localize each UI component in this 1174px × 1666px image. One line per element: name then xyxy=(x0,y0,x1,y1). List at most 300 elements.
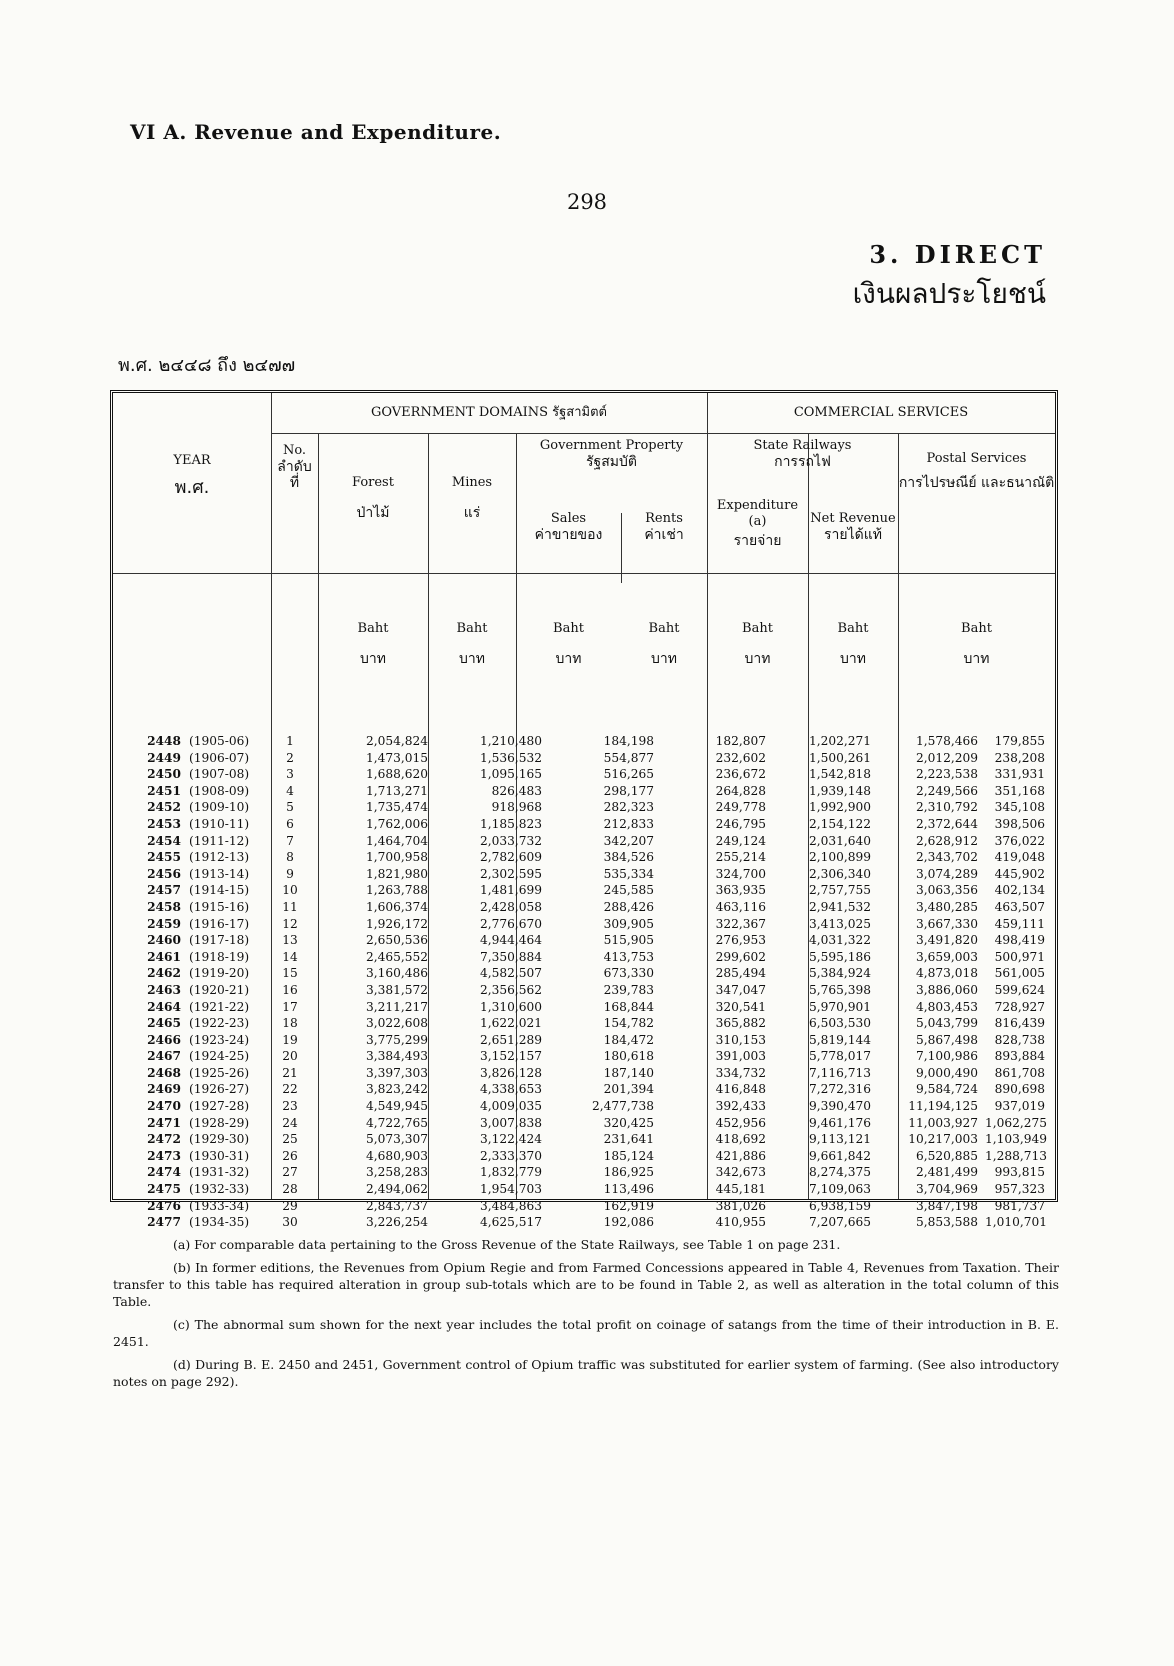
cell-exp: 6,938,159 xyxy=(808,1198,871,1213)
cell-exp: 5,595,186 xyxy=(808,949,871,964)
cell-rents: 285,494 xyxy=(715,966,766,981)
cell-exp: 1,500,261 xyxy=(808,750,871,765)
cell-sales: 245,585 xyxy=(603,883,654,898)
cell-sales: 231,641 xyxy=(603,1132,654,1147)
cell-exp: 2,941,532 xyxy=(808,899,871,914)
cell-sales: 342,207 xyxy=(603,833,654,848)
cell-be: 2462 xyxy=(147,966,181,981)
cell-rents: 264,828 xyxy=(715,783,766,798)
cell-be: 2476 xyxy=(147,1198,181,1213)
cell-be: 2448 xyxy=(147,734,181,748)
cell-forest: 1,735,474 xyxy=(365,800,428,815)
cell-be: 2449 xyxy=(147,750,181,765)
cell-be: 2474 xyxy=(147,1165,181,1180)
cell-mines: 1,536,532 xyxy=(479,750,542,765)
cell-ad: (1930-31) xyxy=(189,1148,250,1163)
cell-postal: 1,288,713 xyxy=(985,1148,1048,1163)
cell-exp: 5,778,017 xyxy=(808,1049,871,1064)
cell-rents: 392,433 xyxy=(715,1099,766,1114)
cell-forest: 1,713,271 xyxy=(365,783,428,798)
cell-net: 9,000,490 xyxy=(915,1065,978,1080)
header-mines-label: Mines xyxy=(451,475,493,490)
cell-ad: (1920-21) xyxy=(189,982,250,997)
cell-net: 3,667,330 xyxy=(915,916,978,931)
cell-forest: 3,160,486 xyxy=(365,966,428,981)
cell-no: 23 xyxy=(282,1099,298,1114)
cell-no: 6 xyxy=(286,816,294,831)
table-row xyxy=(113,833,1055,850)
cell-ad: (1927-28) xyxy=(189,1099,250,1114)
cell-postal: 728,927 xyxy=(994,999,1045,1014)
cell-no: 17 xyxy=(282,999,298,1014)
header-gov-property xyxy=(516,438,707,470)
table-row xyxy=(113,1098,1055,1115)
cell-be: 2472 xyxy=(147,1132,181,1147)
cell-mines: 2,333,370 xyxy=(479,1148,542,1163)
cell-sales: 413,753 xyxy=(603,949,654,964)
cell-rents: 246,795 xyxy=(715,816,766,831)
cell-no: 12 xyxy=(282,916,298,931)
header-sales-thai: ค่าขายของ xyxy=(534,526,603,543)
unit-label: Baht xyxy=(742,621,773,636)
cell-ad: (1931-32) xyxy=(189,1165,250,1180)
header-net-revenue-thai: รายได้แท้ xyxy=(824,526,882,543)
unit-label-thai: บาท xyxy=(459,651,485,667)
cell-be: 2452 xyxy=(147,800,181,815)
cell-rents: 182,807 xyxy=(715,734,766,748)
cell-net: 11,003,927 xyxy=(908,1115,978,1130)
cell-net: 2,310,792 xyxy=(915,800,978,815)
cell-exp: 5,819,144 xyxy=(808,1032,871,1047)
cell-no: 20 xyxy=(282,1049,298,1064)
cell-sales: 187,140 xyxy=(603,1065,654,1080)
cell-be: 2451 xyxy=(147,783,181,798)
cell-mines: 2,776,670 xyxy=(479,916,542,931)
cell-forest: 3,775,299 xyxy=(365,1032,428,1047)
cell-net: 5,853,588 xyxy=(915,1215,978,1230)
cell-exp: 9,390,470 xyxy=(808,1099,871,1114)
cell-sales: 201,394 xyxy=(603,1082,654,1097)
cell-be: 2477 xyxy=(147,1215,181,1230)
cell-sales: 515,905 xyxy=(603,933,654,948)
cell-postal: 500,971 xyxy=(994,949,1045,964)
cell-net: 2,343,702 xyxy=(915,850,978,865)
cell-no: 1 xyxy=(286,734,294,748)
header-net-revenue-label: Net Revenue xyxy=(810,511,896,526)
table-row xyxy=(113,949,1055,966)
cell-forest: 2,465,552 xyxy=(365,949,428,964)
section-heading: VI A. Revenue and Expenditure. xyxy=(130,120,502,144)
header-rents xyxy=(621,511,707,543)
table-thai-title: เงินผลประโยชน์ xyxy=(852,277,1046,310)
table-row xyxy=(113,1048,1055,1065)
cell-rents: 452,956 xyxy=(715,1115,766,1130)
unit-label-thai: บาท xyxy=(555,651,582,667)
unit-forest xyxy=(318,621,428,670)
cell-forest: 1,700,958 xyxy=(365,850,428,865)
cell-mines: 826,483 xyxy=(491,783,542,798)
cell-no: 2 xyxy=(286,750,294,765)
cell-forest: 3,258,283 xyxy=(365,1165,428,1180)
footnotes xyxy=(113,1236,1059,1396)
cell-sales: 168,844 xyxy=(603,999,654,1014)
cell-postal: 398,506 xyxy=(994,816,1045,831)
cell-no: 13 xyxy=(282,933,298,948)
cell-ad: (1922-23) xyxy=(189,1016,250,1031)
table-row xyxy=(113,1032,1055,1049)
header-forest-label: Forest xyxy=(352,475,394,490)
cell-be: 2460 xyxy=(147,933,181,948)
cell-net: 2,372,644 xyxy=(915,816,978,831)
cell-no: 30 xyxy=(282,1215,298,1230)
cell-sales: 673,330 xyxy=(603,966,654,981)
cell-rents: 416,848 xyxy=(715,1082,766,1097)
cell-postal: 937,019 xyxy=(994,1099,1045,1114)
cell-forest: 1,263,788 xyxy=(365,883,428,898)
cell-rents: 320,541 xyxy=(715,999,766,1014)
cell-net: 2,249,566 xyxy=(915,783,978,798)
cell-net: 3,847,198 xyxy=(915,1198,978,1213)
cell-exp: 5,384,924 xyxy=(808,966,871,981)
cell-be: 2469 xyxy=(147,1082,181,1097)
cell-no: 22 xyxy=(282,1082,298,1097)
cell-net: 3,704,969 xyxy=(915,1182,978,1197)
cell-no: 19 xyxy=(282,1032,298,1047)
cell-forest: 4,549,945 xyxy=(365,1099,428,1114)
cell-forest: 2,054,824 xyxy=(365,734,428,748)
cell-forest: 1,762,006 xyxy=(365,816,428,831)
year-range-thai: พ.ศ. ๒๔๔๘ ถึง ๒๔๗๗ xyxy=(118,355,296,376)
cell-rents: 249,124 xyxy=(715,833,766,848)
cell-sales: 239,783 xyxy=(603,982,654,997)
header-year xyxy=(113,453,271,498)
cell-forest: 5,073,307 xyxy=(365,1132,428,1147)
cell-mines: 1,210,480 xyxy=(479,734,542,748)
cell-rents: 334,732 xyxy=(715,1065,766,1080)
header-no-label: No. xyxy=(282,443,307,458)
cell-no: 25 xyxy=(282,1132,298,1147)
cell-ad: (1925-26) xyxy=(189,1065,250,1080)
cell-be: 2468 xyxy=(147,1065,181,1080)
cell-postal: 1,103,949 xyxy=(985,1132,1048,1147)
cell-forest: 1,464,704 xyxy=(365,833,428,848)
table-row xyxy=(113,766,1055,783)
cell-exp: 5,765,398 xyxy=(808,982,871,997)
header-sales xyxy=(516,511,621,543)
cell-forest: 1,473,015 xyxy=(365,750,428,765)
cell-forest: 2,494,062 xyxy=(365,1182,428,1197)
cell-exp: 7,109,063 xyxy=(808,1182,871,1197)
unit-label-thai: บาท xyxy=(744,651,771,667)
cell-forest: 1,926,172 xyxy=(365,916,428,931)
cell-sales: 554,877 xyxy=(603,750,654,765)
cell-be: 2470 xyxy=(147,1099,181,1114)
cell-exp: 1,202,271 xyxy=(808,734,871,748)
cell-no: 16 xyxy=(282,982,298,997)
header-railways-thai: การรถไฟ xyxy=(774,453,831,470)
cell-rents: 421,886 xyxy=(715,1148,766,1163)
header-railways xyxy=(707,438,898,470)
cell-sales: 282,323 xyxy=(603,800,654,815)
table-row xyxy=(113,849,1055,866)
cell-net: 11,194,125 xyxy=(908,1099,978,1114)
cell-mines: 4,944,464 xyxy=(479,933,542,948)
table-row xyxy=(113,799,1055,816)
cell-rents: 299,602 xyxy=(715,949,766,964)
cell-be: 2464 xyxy=(147,999,181,1014)
cell-no: 3 xyxy=(286,767,294,782)
cell-no: 8 xyxy=(286,850,294,865)
table-row xyxy=(113,965,1055,982)
cell-sales: 298,177 xyxy=(603,783,654,798)
cell-be: 2457 xyxy=(147,883,181,898)
cell-forest: 2,843,737 xyxy=(365,1198,428,1213)
cell-no: 14 xyxy=(282,949,298,964)
cell-net: 4,803,453 xyxy=(915,999,978,1014)
table-row xyxy=(113,882,1055,899)
table-row xyxy=(113,1148,1055,1165)
cell-mines: 2,033,732 xyxy=(479,833,542,848)
cell-exp: 2,100,899 xyxy=(808,850,871,865)
cell-be: 2450 xyxy=(147,767,181,782)
cell-be: 2471 xyxy=(147,1115,181,1130)
cell-postal: 893,884 xyxy=(994,1049,1045,1064)
footnote-c: (c) The abnormal sum shown for the next year includes the total profit on coinage of satangs from the time of their introduction in B. E. 2451. xyxy=(113,1317,1059,1349)
cell-mines: 1,185,823 xyxy=(479,816,542,831)
cell-net: 3,659,003 xyxy=(915,949,978,964)
table-number: 3. DIRECT xyxy=(869,240,1046,269)
header-commercial: COMMERCIAL SERVICES xyxy=(793,405,969,420)
cell-no: 7 xyxy=(286,833,294,848)
unit-mines xyxy=(428,621,516,670)
cell-mines: 3,122,424 xyxy=(479,1132,542,1147)
cell-net: 3,074,289 xyxy=(915,866,978,881)
cell-sales: 212,833 xyxy=(603,816,654,831)
cell-ad: (1923-24) xyxy=(189,1032,250,1047)
cell-ad: (1928-29) xyxy=(189,1115,250,1130)
cell-mines: 3,484,863 xyxy=(479,1198,542,1213)
cell-no: 18 xyxy=(282,1016,298,1031)
cell-forest: 1,688,620 xyxy=(365,767,428,782)
page-number: 298 xyxy=(566,190,608,214)
cell-mines: 7,350,884 xyxy=(479,949,542,964)
unit-label-thai: บาท xyxy=(963,651,990,667)
cell-exp: 2,757,755 xyxy=(808,883,871,898)
cell-mines: 4,338,653 xyxy=(479,1082,542,1097)
cell-rents: 255,214 xyxy=(715,850,766,865)
cell-exp: 1,992,900 xyxy=(808,800,871,815)
table-row xyxy=(113,1015,1055,1032)
cell-mines: 1,832,779 xyxy=(479,1165,542,1180)
cell-rents: 391,003 xyxy=(715,1049,766,1064)
cell-forest: 3,381,572 xyxy=(365,982,428,997)
cell-net: 4,873,018 xyxy=(915,966,978,981)
cell-exp: 8,274,375 xyxy=(808,1165,871,1180)
cell-rents: 363,935 xyxy=(715,883,766,898)
cell-net: 3,480,285 xyxy=(915,899,978,914)
cell-rents: 463,116 xyxy=(715,899,766,914)
header-railways-label: State Railways xyxy=(753,438,852,453)
footnote-d: (d) During B. E. 2450 and 2451, Government control of Opium traffic was substituted for earlier system of farming. (See also introductory notes on page 292). xyxy=(113,1357,1059,1389)
cell-sales: 113,496 xyxy=(603,1182,654,1197)
header-mines xyxy=(428,475,516,521)
cell-mines: 2,651,289 xyxy=(479,1032,542,1047)
cell-postal: 402,134 xyxy=(994,883,1045,898)
cell-be: 2453 xyxy=(147,816,181,831)
cell-forest: 3,211,217 xyxy=(365,999,428,1014)
header-expenditure-label: Expenditure (a) xyxy=(716,498,799,529)
cell-exp: 6,503,530 xyxy=(808,1016,871,1031)
cell-mines: 3,152,157 xyxy=(479,1049,542,1064)
cell-mines: 2,302,595 xyxy=(479,866,542,881)
cell-be: 2458 xyxy=(147,899,181,914)
cell-exp: 2,031,640 xyxy=(808,833,871,848)
cell-postal: 993,815 xyxy=(994,1165,1045,1180)
cell-mines: 1,622,021 xyxy=(479,1016,542,1031)
cell-exp: 9,113,121 xyxy=(808,1132,871,1147)
cell-ad: (1908-09) xyxy=(189,783,250,798)
cell-exp: 5,970,901 xyxy=(808,999,871,1014)
cell-postal: 419,048 xyxy=(994,850,1045,865)
cell-rents: 276,953 xyxy=(715,933,766,948)
cell-ad: (1932-33) xyxy=(189,1182,250,1197)
cell-ad: (1910-11) xyxy=(189,816,250,831)
cell-sales: 516,265 xyxy=(603,767,654,782)
table-row xyxy=(113,916,1055,933)
header-mines-thai: แร่ xyxy=(463,504,481,521)
cell-exp: 4,031,322 xyxy=(808,933,871,948)
cell-rents: 324,700 xyxy=(715,866,766,881)
table-row xyxy=(113,733,1055,750)
footnote-b: (b) In former editions, the Revenues from Opium Regie and from Farmed Concessions appeared in Table 4, Revenues from Taxation. Their transfer to this table has required alteration in group sub-totals which are to be found in Table 2, as well as alteration in the total column of this Table. xyxy=(113,1260,1059,1309)
cell-mines: 2,356,562 xyxy=(479,982,542,997)
cell-sales: 192,086 xyxy=(603,1215,654,1230)
cell-exp: 2,154,122 xyxy=(808,816,871,831)
header-gov-property-thai: รัฐสมบัติ xyxy=(586,453,637,470)
cell-ad: (1917-18) xyxy=(189,933,250,948)
header-postal-thai: การไปรษณีย์ และธนาณัติ xyxy=(898,474,1055,491)
cell-mines: 4,625,517 xyxy=(479,1215,542,1230)
cell-sales: 186,925 xyxy=(603,1165,654,1180)
cell-postal: 861,708 xyxy=(994,1065,1045,1080)
cell-ad: (1912-13) xyxy=(189,850,250,865)
cell-be: 2475 xyxy=(147,1182,181,1197)
cell-net: 5,043,799 xyxy=(915,1016,978,1031)
cell-no: 5 xyxy=(286,800,294,815)
table-row xyxy=(113,866,1055,883)
cell-be: 2463 xyxy=(147,982,181,997)
cell-net: 6,520,885 xyxy=(915,1148,978,1163)
table-row xyxy=(113,999,1055,1016)
cell-postal: 463,507 xyxy=(994,899,1045,914)
unit-expenditure xyxy=(707,621,808,670)
table-row xyxy=(113,1198,1055,1215)
unit-label: Baht xyxy=(456,621,488,636)
cell-ad: (1909-10) xyxy=(189,800,250,815)
cell-forest: 3,384,493 xyxy=(365,1049,428,1064)
cell-no: 9 xyxy=(286,866,294,881)
cell-ad: (1919-20) xyxy=(189,966,250,981)
table-row xyxy=(113,1214,1055,1231)
table-row xyxy=(113,1081,1055,1098)
cell-forest: 3,226,254 xyxy=(365,1215,428,1230)
header-expenditure xyxy=(707,498,808,550)
cell-ad: (1921-22) xyxy=(189,999,250,1014)
cell-mines: 2,428,058 xyxy=(479,899,542,914)
cell-postal: 1,062,275 xyxy=(985,1115,1048,1130)
cell-exp: 7,272,316 xyxy=(808,1082,871,1097)
cell-postal: 828,738 xyxy=(994,1032,1045,1047)
cell-net: 7,100,986 xyxy=(915,1049,978,1064)
cell-forest: 3,823,242 xyxy=(365,1082,428,1097)
cell-exp: 2,306,340 xyxy=(808,866,871,881)
cell-sales: 184,472 xyxy=(603,1032,654,1047)
header-gov-property-label: Government Property xyxy=(539,438,684,453)
cell-exp: 9,661,842 xyxy=(808,1148,871,1163)
table-row xyxy=(113,1164,1055,1181)
cell-rents: 236,672 xyxy=(715,767,766,782)
cell-rents: 322,367 xyxy=(715,916,766,931)
unit-label: Baht xyxy=(357,621,389,636)
cell-exp: 3,413,025 xyxy=(808,916,871,931)
cell-ad: (1913-14) xyxy=(189,866,250,881)
cell-ad: (1933-34) xyxy=(189,1198,250,1213)
cell-be: 2455 xyxy=(147,850,181,865)
cell-exp: 1,939,148 xyxy=(808,783,871,798)
unit-label: Baht xyxy=(553,621,584,636)
cell-postal: 816,439 xyxy=(994,1016,1045,1031)
cell-no: 27 xyxy=(282,1165,298,1180)
cell-ad: (1907-08) xyxy=(189,767,250,782)
unit-label: Baht xyxy=(648,621,680,636)
header-forest xyxy=(318,475,428,521)
header-postal xyxy=(898,451,1055,491)
cell-be: 2473 xyxy=(147,1148,181,1163)
table-row xyxy=(113,932,1055,949)
cell-mines: 4,582,507 xyxy=(479,966,542,981)
unit-label-thai: บาท xyxy=(651,651,677,667)
cell-sales: 309,905 xyxy=(603,916,654,931)
cell-ad: (1906-07) xyxy=(189,750,250,765)
cell-forest: 4,680,903 xyxy=(365,1148,428,1163)
cell-net: 2,481,499 xyxy=(915,1165,978,1180)
cell-net: 5,867,498 xyxy=(915,1032,978,1047)
cell-ad: (1934-35) xyxy=(189,1215,250,1230)
table-row xyxy=(113,899,1055,916)
table-row xyxy=(113,1065,1055,1082)
cell-no: 21 xyxy=(282,1065,298,1080)
cell-be: 2454 xyxy=(147,833,181,848)
cell-postal: 445,902 xyxy=(994,866,1045,881)
header-forest-thai: ป่าไม้ xyxy=(356,504,390,521)
cell-mines: 3,826,128 xyxy=(479,1065,542,1080)
cell-exp: 9,461,176 xyxy=(808,1115,871,1130)
cell-postal: 331,931 xyxy=(994,767,1045,782)
cell-net: 3,063,356 xyxy=(915,883,978,898)
cell-postal: 957,323 xyxy=(994,1182,1045,1197)
header-postal-label: Postal Services xyxy=(926,451,1027,466)
cell-forest: 2,650,536 xyxy=(365,933,428,948)
cell-postal: 351,168 xyxy=(994,783,1045,798)
cell-sales: 154,782 xyxy=(603,1016,654,1031)
table-row xyxy=(113,783,1055,800)
header-year-thai: พ.ศ. xyxy=(174,476,210,498)
cell-forest: 3,022,608 xyxy=(365,1016,428,1031)
cell-mines: 2,782,609 xyxy=(479,850,542,865)
cell-mines: 4,009,035 xyxy=(479,1099,542,1114)
cell-rents: 418,692 xyxy=(715,1132,766,1147)
cell-postal: 498,419 xyxy=(994,933,1045,948)
